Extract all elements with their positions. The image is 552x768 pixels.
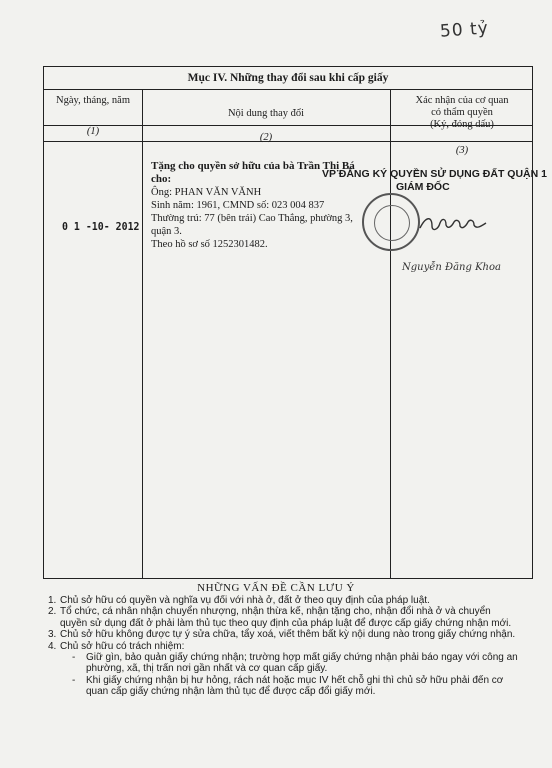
office-header [322, 168, 547, 194]
signature-mark [418, 214, 488, 236]
column-index-1: (1) [86, 126, 100, 137]
notes-list [48, 595, 518, 698]
note-item [48, 629, 518, 640]
header-confirmation [390, 95, 534, 131]
office-name: VP ĐĂNG KÝ QUYỀN SỬ DỤNG ĐẤT QUẬN 1 [322, 168, 547, 180]
note-number: 3. [48, 629, 57, 641]
note-subitem-text: Khi giấy chứng nhận bị hư hỏng, rách nát hoặc mục IV hết chỗ ghi thì chủ sở hữu phải đến cơ quan cấp giấy chứng nhận làm thủ tục để được cấp đổi giấy mới. [86, 674, 504, 698]
note-item [48, 641, 518, 652]
content-line: Theo hồ sơ số 1252301482. [151, 239, 268, 250]
note-number: 4. [48, 640, 57, 652]
note-text: Chủ sở hữu có quyền và nghĩa vụ đối với nhà ở, đất ở theo quy định của pháp luật. [60, 595, 430, 606]
note-number: 2. [48, 606, 57, 618]
dash-bullet: - [72, 652, 76, 664]
stamp-inner-ring [374, 205, 410, 241]
section-title: Mục IV. Những thay đổi sau khi cấp giấy [44, 67, 532, 90]
header-date: Ngày, tháng, năm [56, 95, 130, 106]
content-line: Thường trú: 77 (bên trái) Cao Thắng, phường 3, [151, 213, 353, 224]
signer-name: Nguyễn Đăng Khoa [402, 262, 501, 273]
note-text: Chủ sở hữu có trách nhiệm: [60, 640, 185, 652]
content-line: Sinh năm: 1961, CMND số: 023 004 837 [151, 200, 325, 211]
header-content: Nội dung thay đổi [227, 108, 305, 119]
entry-date: 0 1 -10- 2012 [62, 220, 140, 233]
header-confirmation-line2: có thẩm quyền [431, 107, 493, 118]
official-stamp [362, 193, 420, 251]
content-line: Tặng cho quyền sở hữu của bà Trần Thị Bá [151, 160, 355, 172]
content-line: cho: [151, 173, 172, 185]
column-index-2: (2) [259, 132, 273, 143]
note-subitem-text: Giữ gìn, bảo quản giấy chứng nhận; trường hợp mất giấy chứng nhận phải báo ngay với công an phường, xã, thị trấn nơi gần nhất và cơ quan cấp giấy. [86, 652, 518, 675]
notes-title: NHỮNG VẤN ĐỀ CẦN LƯU Ý [197, 582, 355, 594]
note-item [48, 606, 518, 629]
content-line: quận 3. [151, 226, 182, 237]
content-line: Ông: PHAN VĂN VĂNH [151, 187, 262, 198]
handwritten-note: 50 tỷ [439, 18, 490, 42]
note-subitem [48, 652, 518, 675]
director-title: GIÁM ĐỐC [396, 181, 450, 193]
note-text: Chủ sở hữu không được tự ý sửa chữa, tẩy xoá, viết thêm bất kỳ nội dung nào trong giấy chứng nhận. [60, 629, 516, 641]
column-index-3: (3) [455, 145, 469, 156]
note-number: 1. [48, 595, 57, 606]
dash-bullet: - [72, 674, 76, 686]
header-confirmation-line1: Xác nhận của cơ quan [415, 95, 509, 106]
column-divider [142, 89, 143, 578]
note-text: Tổ chức, cá nhân nhận chuyển nhượng, nhận thừa kế, nhận tặng cho, nhận đổi nhà ở và chuyển quyền sử dụng đất ở phải làm thủ tục theo quy định của pháp luật để được cấp giấy chứng nhận mới. [60, 606, 512, 629]
note-item [48, 595, 518, 606]
changes-table [43, 66, 533, 579]
note-subitem [48, 675, 518, 698]
header-confirmation-line3: (Ký, đóng dấu) [430, 119, 494, 130]
